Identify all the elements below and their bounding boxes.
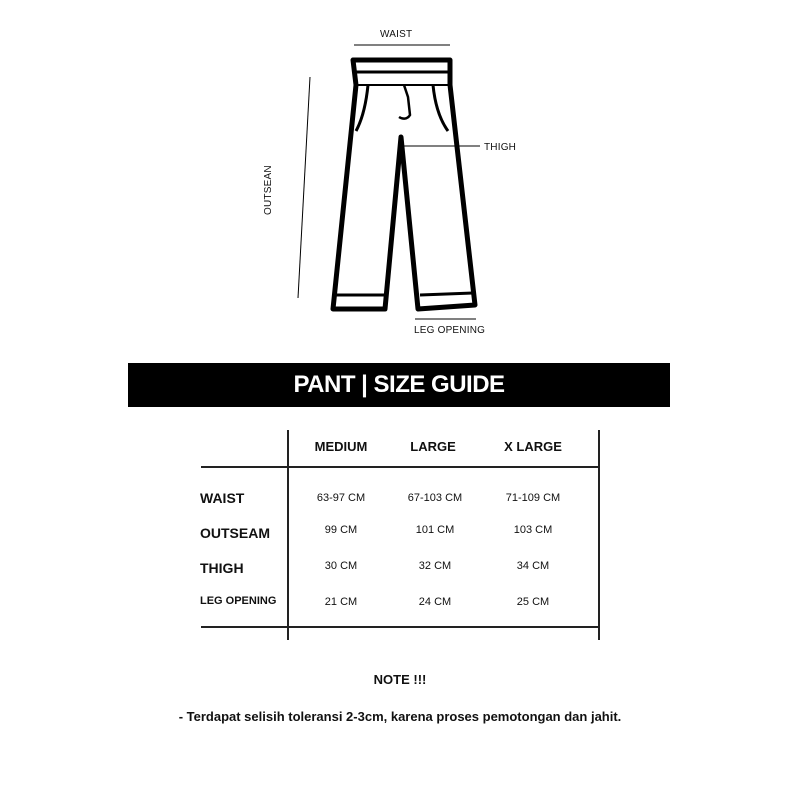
banner-title: PANT | SIZE GUIDE — [293, 371, 505, 398]
note-title: NOTE !!! — [373, 672, 427, 687]
cell-leg-opening-x-large: 25 CM — [516, 596, 550, 608]
cell-waist-medium: 63-97 CM — [316, 492, 366, 504]
column-header-large: LARGE — [410, 439, 456, 454]
cell-waist-x-large: 71-109 CM — [505, 492, 561, 504]
cell-thigh-x-large: 34 CM — [516, 560, 550, 572]
table-divider-right — [598, 430, 600, 640]
table-header-rule — [201, 466, 599, 468]
thigh-label: THIGH — [484, 142, 517, 153]
cell-waist-large: 67-103 CM — [407, 492, 463, 504]
cell-thigh-large: 32 CM — [418, 560, 452, 572]
waist-label: WAIST — [380, 29, 413, 40]
cell-leg-opening-medium: 21 CM — [324, 596, 358, 608]
column-header-x-large: X LARGE — [504, 439, 562, 454]
table-bottom-rule — [201, 626, 599, 628]
row-header-outseam: OUTSEAM — [200, 525, 270, 541]
leg-opening-label: LEG OPENING — [414, 325, 486, 336]
cell-outseam-x-large: 103 CM — [513, 524, 553, 536]
table-divider-left — [287, 430, 289, 640]
cell-outseam-medium: 99 CM — [324, 524, 358, 536]
column-header-medium: MEDIUM — [314, 439, 368, 454]
cell-leg-opening-large: 24 CM — [418, 596, 452, 608]
note-text: - Terdapat selisih toleransi 2-3cm, karena proses pemotongan dan jahit. — [178, 709, 622, 724]
cell-thigh-medium: 30 CM — [324, 560, 358, 572]
outseam-label: OUTSEAN — [263, 165, 274, 215]
cell-outseam-large: 101 CM — [415, 524, 455, 536]
row-header-waist: WAIST — [200, 490, 245, 506]
row-header-thigh: THIGH — [200, 560, 244, 576]
row-header-leg-opening: LEG OPENING — [200, 595, 277, 607]
